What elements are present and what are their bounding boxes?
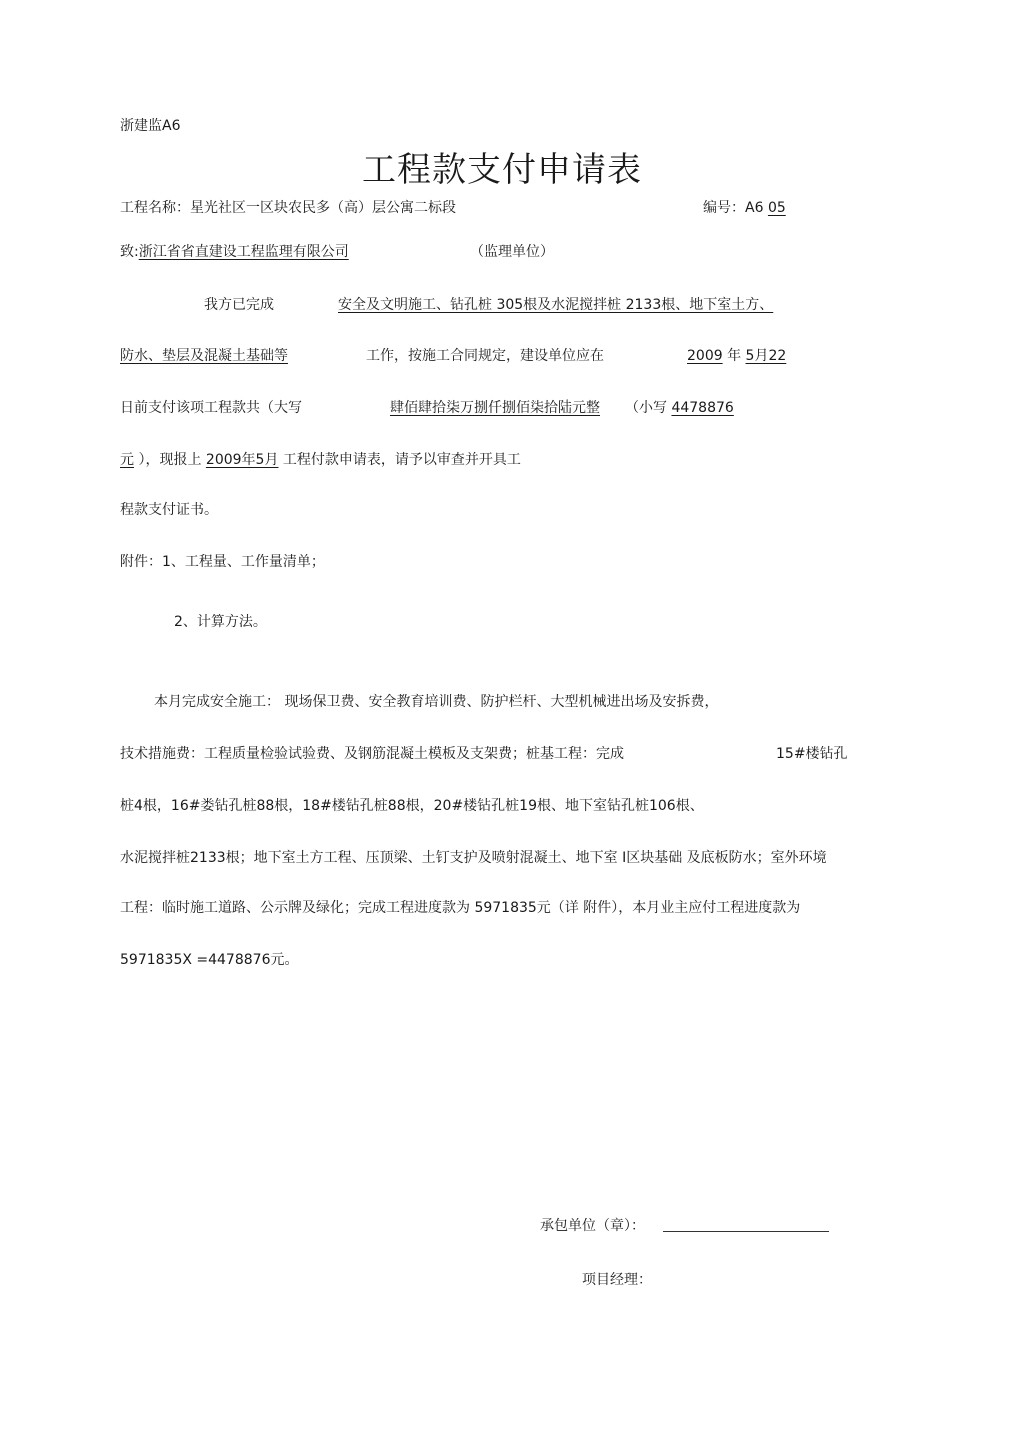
p1-year: 2009 (687, 348, 723, 364)
p3-month: 2009年5月 (205, 452, 279, 468)
number-line (703, 198, 786, 218)
p4-line: 程款支付证书。 (120, 502, 218, 518)
p1-work-1: 安全及文明施工、钻孔桩 305根及水泥搅拌桩 2133根、地下室土方、 (338, 297, 774, 313)
form-code: 浙建监A6 (120, 118, 181, 134)
supervisor-name: 浙江省省直建设工程监理有限公司 (138, 244, 349, 260)
detail-line-1: 本月完成安全施工： 现场保卫费、安全教育培训费、防护栏杆、大型机械进出场及安拆费， (154, 694, 719, 710)
detail-line-2a: 技术措施费：工程质量检验试验费、及钢筋混凝土模板及支架费；桩基工程：完成 (120, 746, 624, 762)
p3-tail: 工程付款申请表，请予以审查并开具工 (282, 452, 521, 468)
project-label: 工程名称： (120, 200, 190, 216)
project-manager-label: 项目经理： (582, 1272, 652, 1288)
attachment-2: 2、计算方法。 (174, 614, 267, 630)
p3-line (120, 450, 521, 470)
p1-date (687, 346, 786, 366)
p1-work-2: 防水、垫层及混凝土基础等 (120, 348, 288, 364)
supervisor-suffix: （监理单位） (470, 244, 554, 260)
p1-mid: 工作，按施工合同规定，建设单位应在 (366, 348, 604, 364)
contractor-seal-label: 承包单位（章）： (540, 1218, 645, 1234)
addressee-line (120, 242, 349, 262)
project-name: 星光社区一区块农民多（高）层公寓二标段 (190, 200, 456, 216)
attachment-1: 附件：1、工程量、工作量清单； (120, 554, 325, 570)
detail-line-6: 5971835X =4478876元。 (120, 952, 299, 968)
number-value: 05 (767, 200, 786, 216)
number-label: 编号：A6 (703, 200, 764, 216)
amount-small-label: （小写 (625, 400, 667, 416)
page-title: 工程款支付申请表 (362, 150, 642, 190)
contractor-signature-line (663, 1231, 829, 1232)
amount-upper: 肆佰肆拾柒万捌仟捌佰柒拾陆元整 (390, 400, 600, 416)
detail-line-2b: 15#楼钻孔 (776, 746, 848, 762)
p3-mid: ），现报上 (138, 452, 202, 468)
detail-line-3: 桩4根，16#娄钻孔桩88根，18#楼钻孔桩88根，20#楼钻孔桩19根、地下室钻孔桩106根、 (120, 798, 704, 814)
p1-year-unit: 年 (727, 348, 742, 364)
detail-line-4: 水泥搅拌桩2133根；地下室土方工程、压顶梁、土钉支护及喷射混凝土、地下室 I区块基础 及底板防水；室外环境 (120, 850, 827, 866)
to-label: 致: (120, 244, 139, 260)
p1-day: 5月22 (745, 348, 787, 364)
amount-small-line (625, 398, 734, 418)
p1-lead: 我方已完成 (204, 297, 274, 313)
detail-line-5: 工程：临时施工道路、公示牌及绿化；完成工程进度款为 5971835元（详 附件），本月业主应付工程进度款为 (120, 900, 801, 916)
project-line (120, 198, 456, 218)
amount-small: 4478876 (671, 400, 734, 416)
p3-yuan: 元 (120, 452, 134, 468)
p2-lead: 日前支付该项工程款共（大写 (120, 400, 302, 416)
